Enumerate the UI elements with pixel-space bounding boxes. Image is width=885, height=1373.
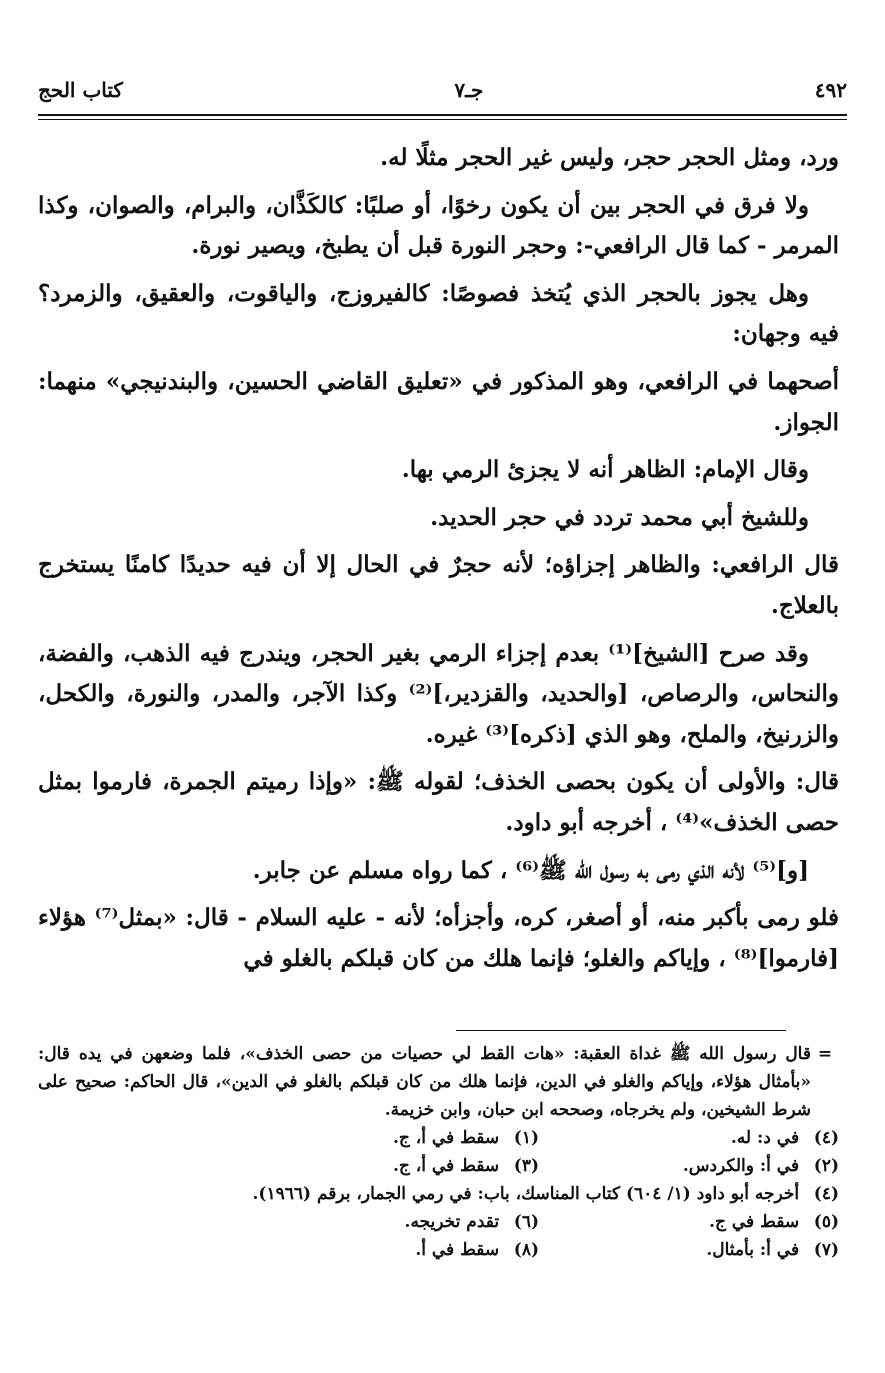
paragraph: وقد صرح [الشيخ]⁽¹⁾ بعدم إجزاء الرمي بغير الحجر، ويندرج فيه الذهب، والفضة، والنحاس، والرصاص، [والحديد، والقزدير،]⁽²⁾ وكذا الآجر، والمدر، والنورة، والكحل، والزرنيخ، والملح، وهو الذي [ذكره]⁽³⁾ غيره. bbox=[38, 639, 840, 748]
footnote-text: تقدم تخريجه. bbox=[404, 1212, 500, 1232]
footnote-number: (٧) bbox=[813, 1240, 839, 1260]
book-title: كتاب الحج bbox=[38, 78, 123, 102]
header-rule-thin bbox=[38, 119, 847, 120]
footnote-text: أخرجه أبو داود (١/ ٦٠٤) كتاب المناسك، باب: في رمي الجمار، برقم (١٩٦٦). bbox=[252, 1184, 800, 1204]
paragraph: [و]⁽⁵⁾ لأنه الذي رمى به رسول الله ﷺ⁽⁶⁾ ، كما رواه مسلم عن جابر. bbox=[252, 856, 809, 884]
paragraph: فلو رمى بأكبر منه، أو أصغر، كره، وأجزأه؛ لأنه - عليه السلام - قال: «بمثل⁽⁷⁾ هؤلاء [فارموا]⁽⁸⁾ ، وإياكم والغلو؛ فإنما هلك من كان قبلكم بالغلو في bbox=[38, 904, 839, 972]
footnote-text: في د: له. bbox=[730, 1128, 800, 1148]
footnote bbox=[239, 1208, 539, 1236]
footnote bbox=[539, 1236, 839, 1264]
footnote bbox=[239, 1152, 539, 1180]
footnote bbox=[38, 1180, 839, 1208]
footnote-row bbox=[38, 1208, 839, 1236]
footnote-text: في أ: بأمثال. bbox=[706, 1240, 800, 1260]
footnote-number: (١) bbox=[513, 1128, 539, 1148]
footnote bbox=[539, 1152, 839, 1180]
paragraph: وللشيخ أبي محمد تردد في حجر الحديد. bbox=[430, 503, 809, 531]
footnote bbox=[239, 1236, 539, 1264]
footnote-row bbox=[38, 1180, 839, 1208]
footnote-continuation-text: قال رسول الله ﷺ غداة العقبة: «هات القط لي حصيات من حصى الخذف»، فلما وضعهن في يده قال: «بأمثال هؤلاء، وإياكم والغلو في الدين، فإنما هلك من كان قبلكم بالغلو في الدين»، قال الحاكم: صحيح على شرط الشيخين، ولم يخرجاه، وصححه ابن حبان، وابن خزيمة. bbox=[38, 1044, 811, 1120]
paragraph: وقال الإمام: الظاهر أنه لا يجزئ الرمي بها. bbox=[401, 456, 809, 484]
footnote-text: سقط في أ. bbox=[415, 1240, 500, 1260]
page-number: ٤٩٢ bbox=[814, 78, 847, 102]
footnote-text: سقط في أ، ج. bbox=[392, 1128, 500, 1148]
footnote-number: (٦) bbox=[513, 1212, 539, 1232]
footnote-text: سقط في أ، ج. bbox=[392, 1156, 500, 1176]
header-rule bbox=[38, 114, 847, 116]
volume-label: جـ٧ bbox=[454, 78, 484, 102]
paragraph: قال: والأولى أن يكون بحصى الخذف؛ لقوله ﷺ: «وإذا رميتم الجمرة، فارموا بمثل حصى الخذف»⁽⁴⁾ ، أخرجه أبو داود. bbox=[38, 768, 839, 836]
footnote-number: (٥) bbox=[813, 1212, 839, 1232]
footnote-row bbox=[38, 1152, 839, 1180]
footnote bbox=[539, 1124, 839, 1152]
footnote-row bbox=[38, 1124, 839, 1152]
footnote-number: (٤) bbox=[813, 1184, 839, 1204]
footnote-number: (٨) bbox=[513, 1240, 539, 1260]
footnote-text: سقط في ج. bbox=[709, 1212, 800, 1232]
footnote-text: في أ: والكردس. bbox=[682, 1156, 800, 1176]
paragraph: ورد، ومثل الحجر حجر، وليس غير الحجر مثلًا له. bbox=[380, 144, 839, 171]
paragraph: وهل يجوز بالحجر الذي يُتخذ فصوصًا: كالفيروزج، والياقوت، والعقيق، والزمرد؟ فيه وجهان: bbox=[38, 279, 839, 348]
paragraph: ولا فرق في الحجر بين أن يكون رخوًا، أو صلبًا: كالكَذَّان، والبرام، والصوان، وكذا المرمر - كما قال الرافعي-: وحجر النورة قبل أن يطبخ، ويصير نورة. bbox=[38, 191, 839, 260]
footnote-number: (٢) bbox=[813, 1156, 839, 1176]
footnote bbox=[539, 1208, 839, 1236]
footnote-number: (٤) bbox=[813, 1128, 839, 1148]
footnote-row bbox=[38, 1236, 839, 1264]
page-header bbox=[38, 72, 847, 108]
footnote bbox=[239, 1124, 539, 1152]
continuation-marker: = bbox=[817, 1044, 833, 1064]
footnote-separator bbox=[456, 1030, 786, 1031]
footnote-number: (٣) bbox=[513, 1156, 539, 1176]
footnotes bbox=[38, 1040, 839, 1264]
footnote-continuation bbox=[38, 1040, 839, 1124]
paragraph: قال الرافعي: والظاهر إجزاؤه؛ لأنه حجرٌ في الحال إلا أن فيه حديدًا كامنًا يستخرج بالعلاج. bbox=[38, 551, 839, 619]
main-text bbox=[38, 138, 839, 986]
paragraph: أصحهما في الرافعي، وهو المذكور في «تعليق القاضي الحسين، والبندنيجي» منهما: الجواز. bbox=[38, 367, 839, 436]
